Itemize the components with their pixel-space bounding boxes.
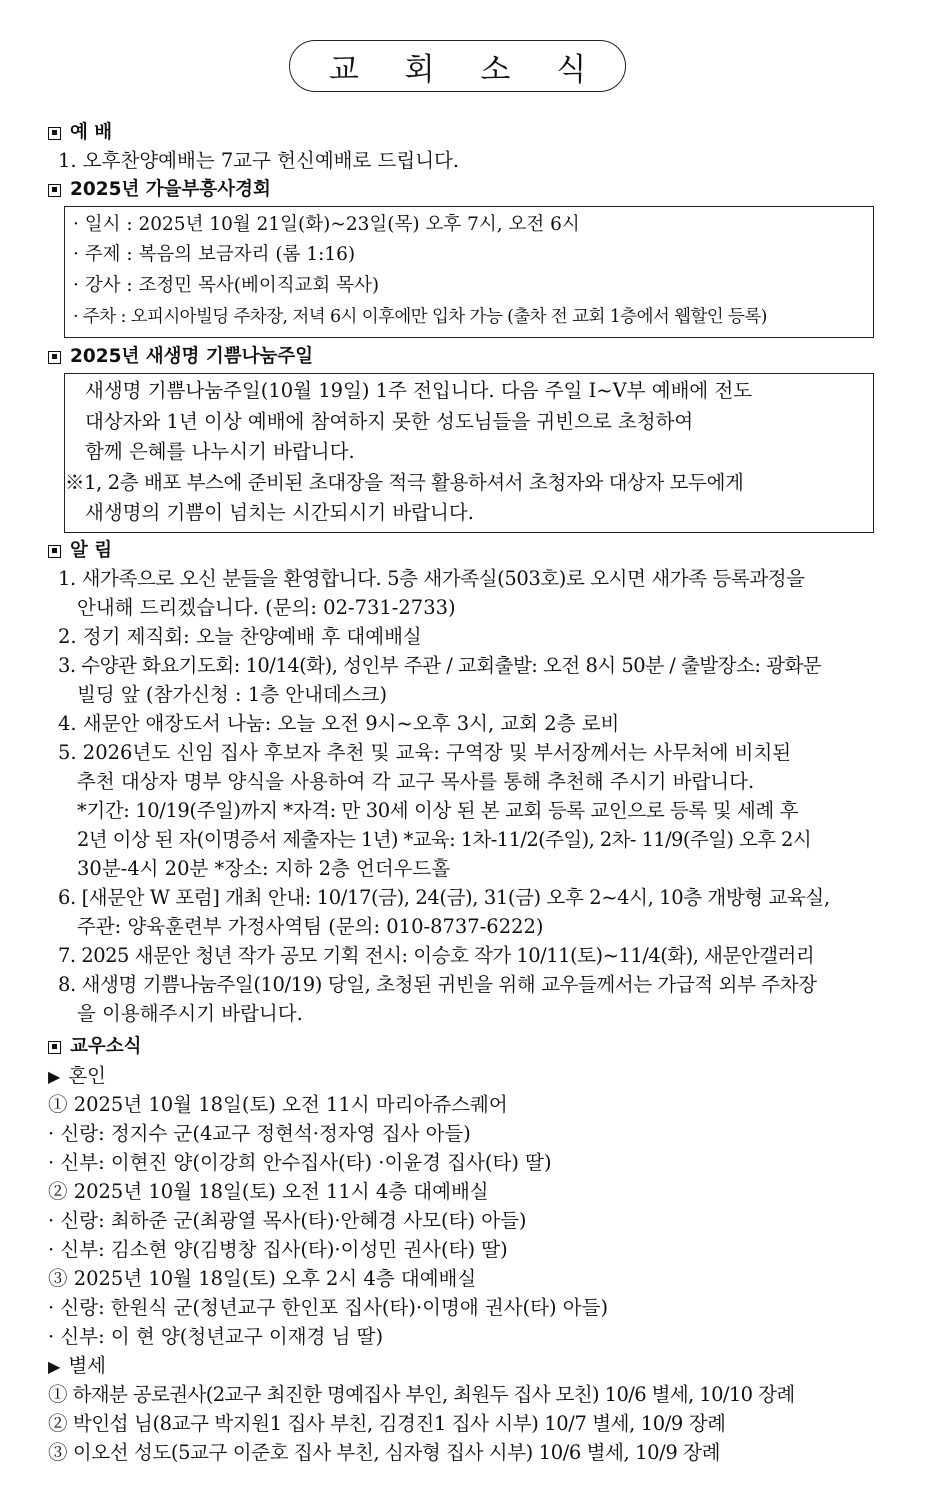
notice-line: 을 이용해주시기 바랍니다. [77,1002,303,1025]
section-heading-notices: 알 림 [48,538,112,564]
death-line: ① 하재분 공로권사(2교구 최진한 명예집사 부인, 최원두 집사 모친) 10/6 별세, 10/10 장례 [48,1383,795,1406]
wedding-line: · 신랑: 최하준 군(최광열 목사(타)·안혜경 사모(타) 아들) [48,1209,527,1232]
notice-line: 주관: 양육훈련부 가정사역팀 (문의: 010-8737-6222) [77,915,544,938]
notice-line: 안내해 드리겠습니다. (문의: 02-731-2733) [77,596,456,619]
wedding-line: ① 2025년 10월 18일(토) 오전 11시 마리아쥬스퀘어 [48,1093,508,1116]
wedding-line: · 신부: 김소현 양(김병창 집사(타)·이성민 권사(타) 딸) [48,1238,508,1261]
notice-line: 3. 수양관 화요기도회: 10/14(화), 성인부 주관 / 교회출발: 오전 8시 50분 / 출발장소: 광화문 [58,654,822,677]
worship-item: 1. 오후찬양예배는 7교구 헌신예배로 드립니다. [58,149,460,172]
revival-box [64,206,874,338]
triangle-bullet-icon: ▶ [48,1067,61,1086]
notice-line: 2. 정기 제직회: 오늘 찬양예배 후 대예배실 [58,625,422,648]
wedding-subheading: ▶ 혼인 [48,1064,106,1087]
section-heading-worship: 예 배 [48,120,112,146]
square-bullet-icon [48,545,61,558]
notice-line: 추천 대상자 명부 양식을 사용하여 각 교구 목사를 통해 추천해 주시기 바랍니다. [77,770,755,793]
square-bullet-icon [48,351,61,364]
notice-line: 1. 새가족으로 오신 분들을 환영합니다. 5층 새가족실(503호)로 오시면 새가족 등록과정을 [58,567,805,590]
notice-line: 5. 2026년도 신임 집사 후보자 추천 및 교육: 구역장 및 부서장께서는 사무처에 비치된 [58,741,792,764]
death-subheading: ▶ 별세 [48,1354,106,1377]
section-heading-members: 교우소식 [48,1034,141,1060]
newlife-line: 새생명의 기쁨이 넘치는 시간되시기 바랍니다. [85,501,474,524]
notice-line: *기간: 10/19(주일)까지 *자격: 만 30세 이상 된 본 교회 등록 교인으로 등록 및 세례 후 [77,799,799,822]
title-banner [289,40,626,92]
notice-line: 2년 이상 된 자(이명증서 제출자는 1년) *교육: 1차-11/2(주일), 2차- 11/9(주일) 오후 2시 [77,828,812,851]
wedding-line: · 신부: 이 현 양(청년교구 이재경 님 딸) [48,1325,384,1348]
section-heading-revival: 2025년 가을부흥사경회 [48,177,271,203]
revival-parking: · 주차 : 오피시아빌딩 주차장, 저녁 6시 이후에만 입차 가능 (출차 전 교회 1층에서 웹할인 등록) [73,307,767,327]
notice-line: 4. 새문안 애장도서 나눔: 오늘 오전 9시~오후 3시, 교회 2층 로비 [58,712,620,735]
notice-line: 6. [새문안 W 포럼] 개최 안내: 10/17(금), 24(금), 31(금) 오후 2~4시, 10층 개방형 교육실, [58,886,830,909]
wedding-line: · 신랑: 한원식 군(청년교구 한인포 집사(타)·이명애 권사(타) 아들) [48,1296,609,1319]
wedding-line: · 신부: 이현진 양(이강희 안수집사(타) ·이윤경 집사(타) 딸) [48,1151,552,1174]
notice-line: 8. 새생명 기쁨나눔주일(10/19) 당일, 초청된 귀빈을 위해 교우들께서는 가급적 외부 주차장 [58,973,817,996]
death-line: ② 박인섭 님(8교구 박지원1 집사 부친, 김경진1 집사 시부) 10/7 별세, 10/9 장례 [48,1412,726,1435]
section-heading-newlife: 2025년 새생명 기쁨나눔주일 [48,344,313,370]
newlife-line: 대상자와 1년 이상 예배에 참여하지 못한 성도님들을 귀빈으로 초청하여 [85,410,694,433]
wedding-line: · 신랑: 정지수 군(4교구 정현석·정자영 집사 아들) [48,1122,471,1145]
page-title: 교 회 소 식 [328,51,605,88]
revival-theme: · 주제 : 복음의 보금자리 (롬 1:16) [73,244,356,265]
wedding-line: ③ 2025년 10월 18일(토) 오후 2시 4층 대예배실 [48,1267,477,1290]
wedding-line: ② 2025년 10월 18일(토) 오전 11시 4층 대예배실 [48,1180,489,1203]
death-line: ③ 이오선 성도(5교구 이준호 집사 부친, 심자형 집사 시부) 10/6 별세, 10/9 장례 [48,1441,721,1464]
newlife-box [64,373,874,533]
notice-line: 30분-4시 20분 *장소: 지하 2층 언더우드홀 [77,857,451,880]
notice-line: 7. 2025 새문안 청년 작가 공모 기획 전시: 이승호 작가 10/11(토)~11/4(화), 새문안갤러리 [58,944,815,967]
notice-line: 빌딩 앞 (참가신청 : 1층 안내데스크) [77,683,388,706]
revival-date: · 일시 : 2025년 10월 21일(화)~23일(목) 오후 7시, 오전 6시 [73,214,580,235]
triangle-bullet-icon: ▶ [48,1357,61,1376]
square-bullet-icon [48,1041,61,1054]
square-bullet-icon [48,127,61,140]
newlife-note: ※1, 2층 배포 부스에 준비된 초대장을 적극 활용하셔서 초청자와 대상자 모두에게 [65,471,744,494]
revival-speaker: · 강사 : 조정민 목사(베이직교회 목사) [73,275,380,296]
newlife-line: 함께 은혜를 나누시기 바랍니다. [85,440,355,463]
newlife-line: 새생명 기쁨나눔주일(10월 19일) 1주 전입니다. 다음 주일 Ⅰ~Ⅴ부 예배에 전도 [85,379,753,402]
square-bullet-icon [48,184,61,197]
